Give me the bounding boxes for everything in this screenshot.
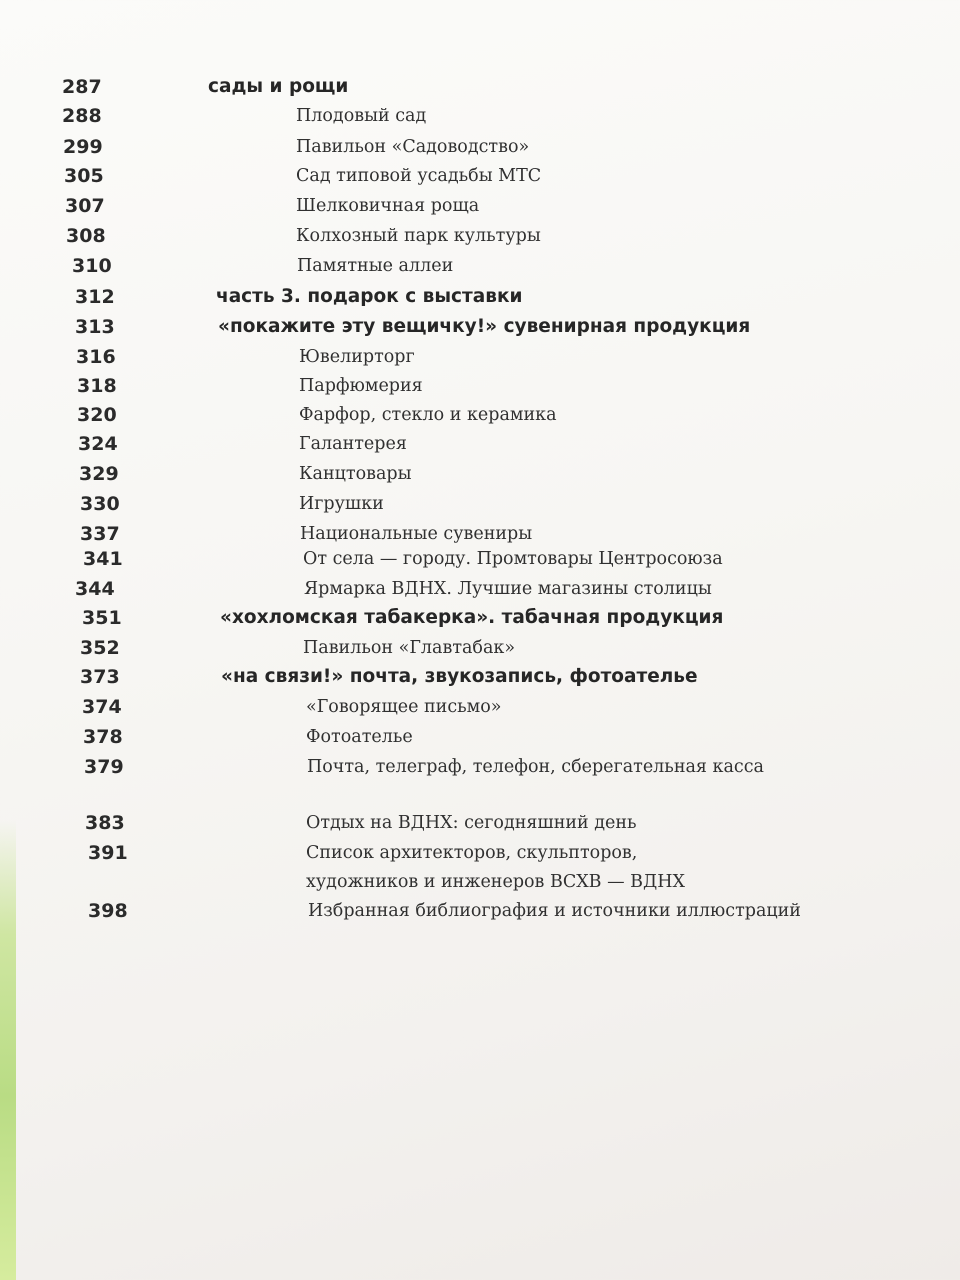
entry-title: Шелковичная роща [296, 196, 480, 216]
page-number: 329 [79, 463, 119, 485]
toc-entry [0, 489, 960, 519]
entry-title: Павильон «Главтабак» [303, 638, 516, 658]
entry-title: Парфюмерия [299, 376, 423, 396]
section-title: «на связи!» почта, звукозапись, фотоателье [221, 666, 698, 687]
page-number: 352 [80, 637, 120, 659]
section-title: «покажите эту вещичку!» сувенирная продукция [218, 316, 751, 337]
toc-entry [0, 429, 960, 459]
page-number: 341 [83, 548, 123, 570]
toc-entry [0, 191, 960, 221]
page-number: 337 [80, 523, 120, 545]
entry-title: художников и инженеров ВСХВ — ВДНХ [306, 872, 685, 892]
toc-entry [0, 692, 960, 722]
toc-entry [0, 838, 960, 868]
section-title: часть 3. подарок с выставки [216, 286, 523, 307]
toc-entry [0, 867, 960, 897]
page-number: 308 [66, 225, 106, 247]
toc-entry [0, 161, 960, 191]
toc-entry [0, 662, 960, 692]
entry-title: Отдых на ВДНХ: сегодняшний день [306, 813, 637, 833]
section-title: «хохломская табакерка». табачная продукция [220, 607, 724, 628]
toc-entry [0, 312, 960, 342]
toc-entry [0, 221, 960, 251]
page-number: 313 [75, 316, 115, 338]
toc-entry [0, 400, 960, 430]
page-number: 330 [80, 493, 120, 515]
entry-title: Избранная библиография и источники иллюстраций [308, 901, 801, 921]
entry-title: Фарфор, стекло и керамика [299, 405, 557, 425]
toc-entry [0, 808, 960, 838]
toc-entry [0, 896, 960, 926]
entry-title: Список архитекторов, скульпторов, [306, 843, 638, 863]
page-number: 391 [88, 842, 128, 864]
page-number: 287 [62, 76, 102, 98]
toc-entry [0, 72, 960, 102]
toc-entry [0, 342, 960, 372]
toc-entry [0, 722, 960, 752]
toc-entry [0, 544, 960, 574]
entry-title: Памятные аллеи [297, 256, 454, 276]
page-number: 305 [64, 165, 104, 187]
toc-entry [0, 251, 960, 281]
page-number: 351 [82, 607, 122, 629]
toc-entry [0, 574, 960, 604]
entry-title: Павильон «Садоводство» [296, 137, 530, 157]
entry-title: Национальные сувениры [300, 524, 533, 544]
entry-title: Сад типовой усадьбы МТС [296, 166, 542, 186]
page-number: 307 [65, 195, 105, 217]
page-number: 373 [80, 666, 120, 688]
toc-entry [0, 459, 960, 489]
toc-entry [0, 282, 960, 312]
entry-title: Ювелирторг [299, 347, 415, 367]
section-title: сады и рощи [208, 76, 349, 97]
toc-entry [0, 101, 960, 131]
toc-entry [0, 132, 960, 162]
entry-title: Колхозный парк культуры [296, 226, 541, 246]
entry-title: Галантерея [299, 434, 407, 454]
page-number: 316 [76, 346, 116, 368]
page-number: 344 [75, 578, 115, 600]
entry-title: Плодовый сад [296, 106, 427, 126]
entry-title: Канцтовары [299, 464, 412, 484]
page-number: 324 [78, 433, 118, 455]
page-number: 379 [84, 756, 124, 778]
entry-title: «Говорящее письмо» [306, 697, 502, 717]
entry-title: Игрушки [299, 494, 384, 514]
page-number: 312 [75, 286, 115, 308]
toc-entry [0, 633, 960, 663]
page-number: 299 [63, 136, 103, 158]
page-number: 378 [83, 726, 123, 748]
toc-entry [0, 603, 960, 633]
toc-entry [0, 371, 960, 401]
entry-title: Ярмарка ВДНХ. Лучшие магазины столицы [304, 579, 712, 599]
page-number: 318 [77, 375, 117, 397]
page-number: 288 [62, 105, 102, 127]
page-number: 383 [85, 812, 125, 834]
page-number: 310 [72, 255, 112, 277]
page-number: 374 [82, 696, 122, 718]
toc-entry [0, 752, 960, 782]
entry-title: От села — городу. Промтовары Центросоюза [303, 549, 723, 569]
entry-title: Фотоателье [306, 727, 413, 747]
page-number: 320 [77, 404, 117, 426]
page-number: 398 [88, 900, 128, 922]
entry-title: Почта, телеграф, телефон, сберегательная касса [307, 757, 764, 777]
